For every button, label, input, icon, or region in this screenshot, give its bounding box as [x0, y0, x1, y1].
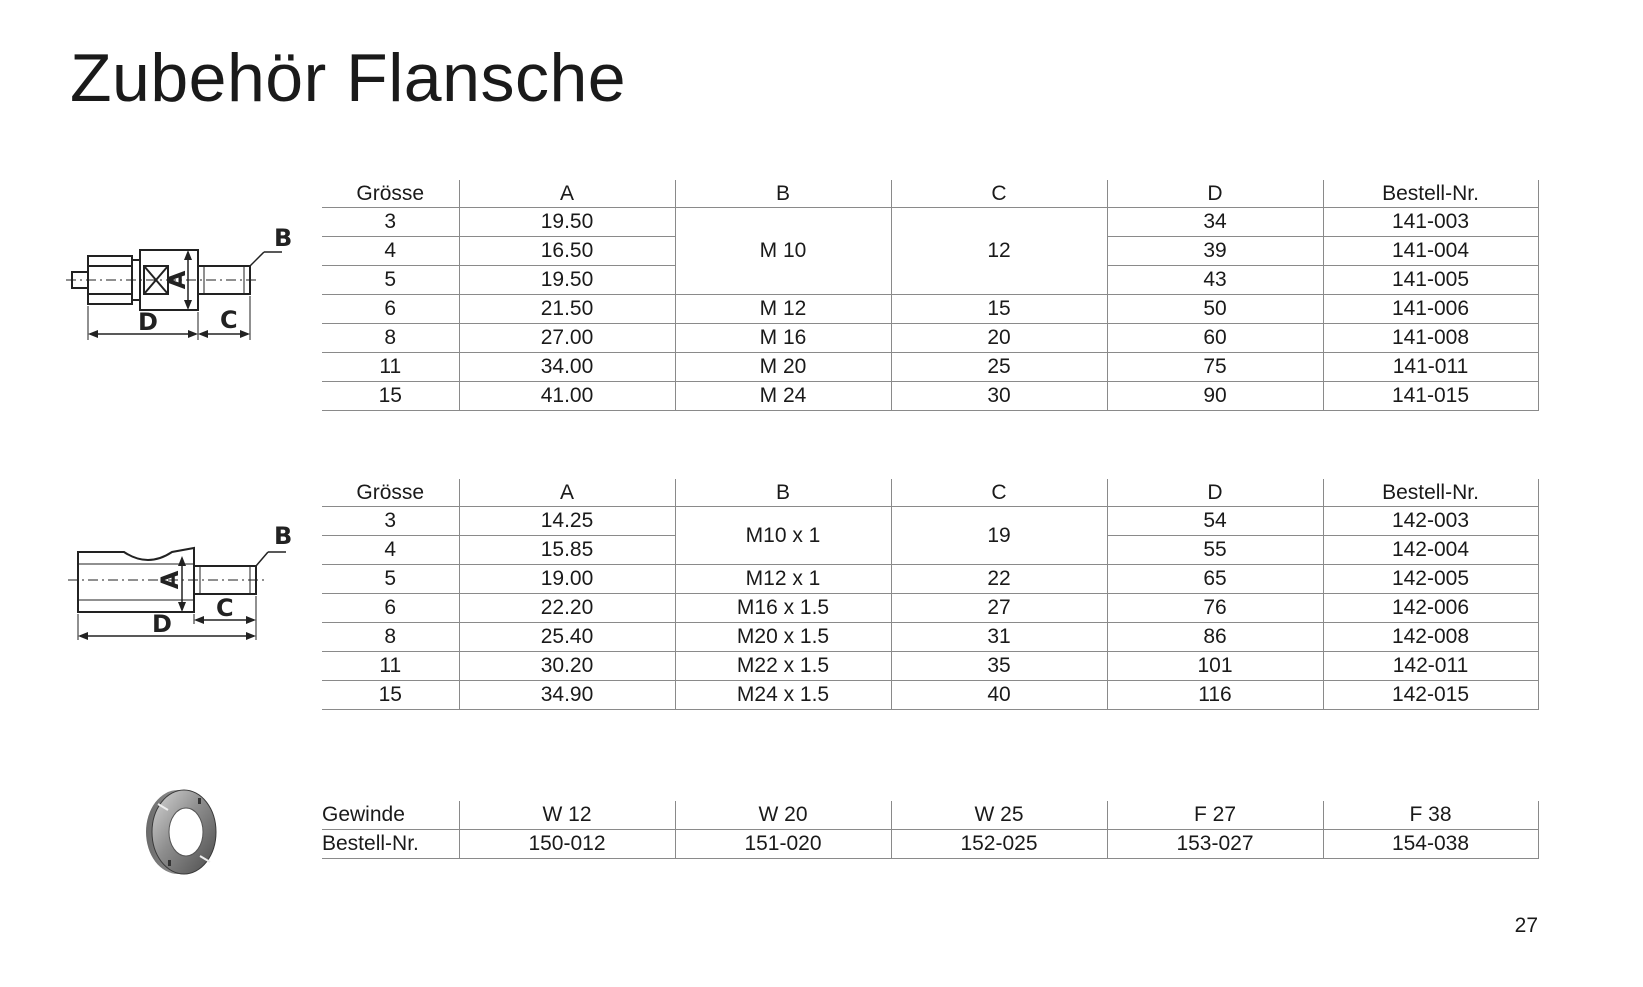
- split-ring-image: [138, 786, 224, 878]
- b-cell: M 10: [675, 208, 891, 295]
- dimension-c-label: C: [216, 594, 234, 622]
- c-cell: 30: [891, 382, 1107, 411]
- thread-cell: W 20: [675, 801, 891, 830]
- table-row: [322, 801, 1538, 830]
- order-number-cell: 141-008: [1323, 324, 1538, 353]
- b-cell: M 12: [675, 295, 891, 324]
- thread-cell: W 12: [459, 801, 675, 830]
- b-cell: M24 x 1.5: [675, 681, 891, 710]
- column-header: A: [459, 180, 675, 208]
- column-header: Grösse: [322, 180, 459, 208]
- d-cell: 76: [1107, 594, 1323, 623]
- dimension-b-label: B: [274, 226, 293, 252]
- order-number-cell: 151-020: [675, 830, 891, 859]
- dimension-a-label: A: [156, 570, 184, 590]
- table-header-row: [322, 479, 1538, 507]
- thread-cell: F 38: [1323, 801, 1538, 830]
- dimension-c-label: C: [220, 306, 238, 334]
- size-cell: 11: [322, 353, 459, 382]
- size-cell: 11: [322, 652, 459, 681]
- size-cell: 6: [322, 594, 459, 623]
- c-cell: 27: [891, 594, 1107, 623]
- order-number-cell: 142-008: [1323, 623, 1538, 652]
- d-cell: 55: [1107, 536, 1323, 565]
- table-row: [322, 830, 1538, 859]
- column-header: C: [891, 479, 1107, 507]
- table-row: [322, 507, 1538, 536]
- size-cell: 4: [322, 237, 459, 266]
- b-cell: M 20: [675, 353, 891, 382]
- order-number-cell: 141-005: [1323, 266, 1538, 295]
- order-number-cell: 141-004: [1323, 237, 1538, 266]
- d-cell: 65: [1107, 565, 1323, 594]
- c-cell: 31: [891, 623, 1107, 652]
- page-number: 27: [1514, 914, 1538, 937]
- c-cell: 15: [891, 295, 1107, 324]
- b-cell: M12 x 1: [675, 565, 891, 594]
- order-number-cell: 153-027: [1107, 830, 1323, 859]
- table-header-row: [322, 180, 1538, 208]
- d-cell: 90: [1107, 382, 1323, 411]
- order-number-cell: 141-006: [1323, 295, 1538, 324]
- a-cell: 41.00: [459, 382, 675, 411]
- thread-cell: W 25: [891, 801, 1107, 830]
- table-row: [322, 594, 1538, 623]
- thread-row-label: Gewinde: [322, 801, 459, 830]
- column-header: C: [891, 180, 1107, 208]
- order-number-cell: 142-005: [1323, 565, 1538, 594]
- dimension-b-label: B: [274, 522, 293, 550]
- d-cell: 75: [1107, 353, 1323, 382]
- dimension-d-label: D: [138, 308, 158, 336]
- column-header: Bestell-Nr.: [1323, 479, 1538, 507]
- table-row: [322, 681, 1538, 710]
- dimension-d-label: D: [152, 610, 172, 638]
- size-cell: 15: [322, 382, 459, 411]
- b-cell: M22 x 1.5: [675, 652, 891, 681]
- b-cell: M 16: [675, 324, 891, 353]
- table-row: [322, 324, 1538, 353]
- size-cell: 8: [322, 623, 459, 652]
- c-cell: 19: [891, 507, 1107, 565]
- a-cell: 22.20: [459, 594, 675, 623]
- d-cell: 43: [1107, 266, 1323, 295]
- order-number-cell: 152-025: [891, 830, 1107, 859]
- thread-cell: F 27: [1107, 801, 1323, 830]
- order-number-cell: 142-015: [1323, 681, 1538, 710]
- c-cell: 40: [891, 681, 1107, 710]
- c-cell: 35: [891, 652, 1107, 681]
- column-header: B: [675, 479, 891, 507]
- a-cell: 34.00: [459, 353, 675, 382]
- table-row: [322, 295, 1538, 324]
- order-number-cell: 150-012: [459, 830, 675, 859]
- table-row: [322, 208, 1538, 237]
- size-cell: 15: [322, 681, 459, 710]
- column-header: Grösse: [322, 479, 459, 507]
- size-cell: 5: [322, 565, 459, 594]
- c-cell: 22: [891, 565, 1107, 594]
- order-number-cell: 142-003: [1323, 507, 1538, 536]
- a-cell: 14.25: [459, 507, 675, 536]
- flange-saddle-table: [322, 479, 1539, 710]
- a-cell: 30.20: [459, 652, 675, 681]
- d-cell: 101: [1107, 652, 1323, 681]
- table-row: [322, 565, 1538, 594]
- page-title: Zubehör Flansche: [70, 40, 627, 116]
- a-cell: 34.90: [459, 681, 675, 710]
- size-cell: 6: [322, 295, 459, 324]
- column-header: D: [1107, 479, 1323, 507]
- order-number-cell: 141-015: [1323, 382, 1538, 411]
- a-cell: 15.85: [459, 536, 675, 565]
- c-cell: 20: [891, 324, 1107, 353]
- d-cell: 34: [1107, 208, 1323, 237]
- split-ring-table: [322, 801, 1539, 859]
- size-cell: 4: [322, 536, 459, 565]
- table-row: [322, 623, 1538, 652]
- a-cell: 16.50: [459, 237, 675, 266]
- order-row-label: Bestell-Nr.: [322, 830, 459, 859]
- order-number-cell: 142-006: [1323, 594, 1538, 623]
- table-row: [322, 353, 1538, 382]
- flange-bolt-drawing: [64, 226, 304, 364]
- dimension-a-label: A: [163, 270, 191, 290]
- size-cell: 5: [322, 266, 459, 295]
- order-number-cell: 142-004: [1323, 536, 1538, 565]
- b-cell: M10 x 1: [675, 507, 891, 565]
- a-cell: 27.00: [459, 324, 675, 353]
- order-number-cell: 141-011: [1323, 353, 1538, 382]
- d-cell: 39: [1107, 237, 1323, 266]
- a-cell: 19.50: [459, 266, 675, 295]
- b-cell: M16 x 1.5: [675, 594, 891, 623]
- column-header: B: [675, 180, 891, 208]
- c-cell: 12: [891, 208, 1107, 295]
- b-cell: M20 x 1.5: [675, 623, 891, 652]
- c-cell: 25: [891, 353, 1107, 382]
- size-cell: 3: [322, 507, 459, 536]
- d-cell: 60: [1107, 324, 1323, 353]
- size-cell: 3: [322, 208, 459, 237]
- table-row: [322, 652, 1538, 681]
- a-cell: 19.50: [459, 208, 675, 237]
- b-cell: M 24: [675, 382, 891, 411]
- order-number-cell: 154-038: [1323, 830, 1538, 859]
- d-cell: 86: [1107, 623, 1323, 652]
- order-number-cell: 142-011: [1323, 652, 1538, 681]
- a-cell: 21.50: [459, 295, 675, 324]
- size-cell: 8: [322, 324, 459, 353]
- column-header: A: [459, 479, 675, 507]
- flange-bolt-table: [322, 180, 1539, 411]
- order-number-cell: 141-003: [1323, 208, 1538, 237]
- flange-saddle-drawing: [64, 520, 304, 656]
- a-cell: 25.40: [459, 623, 675, 652]
- d-cell: 116: [1107, 681, 1323, 710]
- d-cell: 54: [1107, 507, 1323, 536]
- d-cell: 50: [1107, 295, 1323, 324]
- a-cell: 19.00: [459, 565, 675, 594]
- table-row: [322, 382, 1538, 411]
- column-header: D: [1107, 180, 1323, 208]
- column-header: Bestell-Nr.: [1323, 180, 1538, 208]
